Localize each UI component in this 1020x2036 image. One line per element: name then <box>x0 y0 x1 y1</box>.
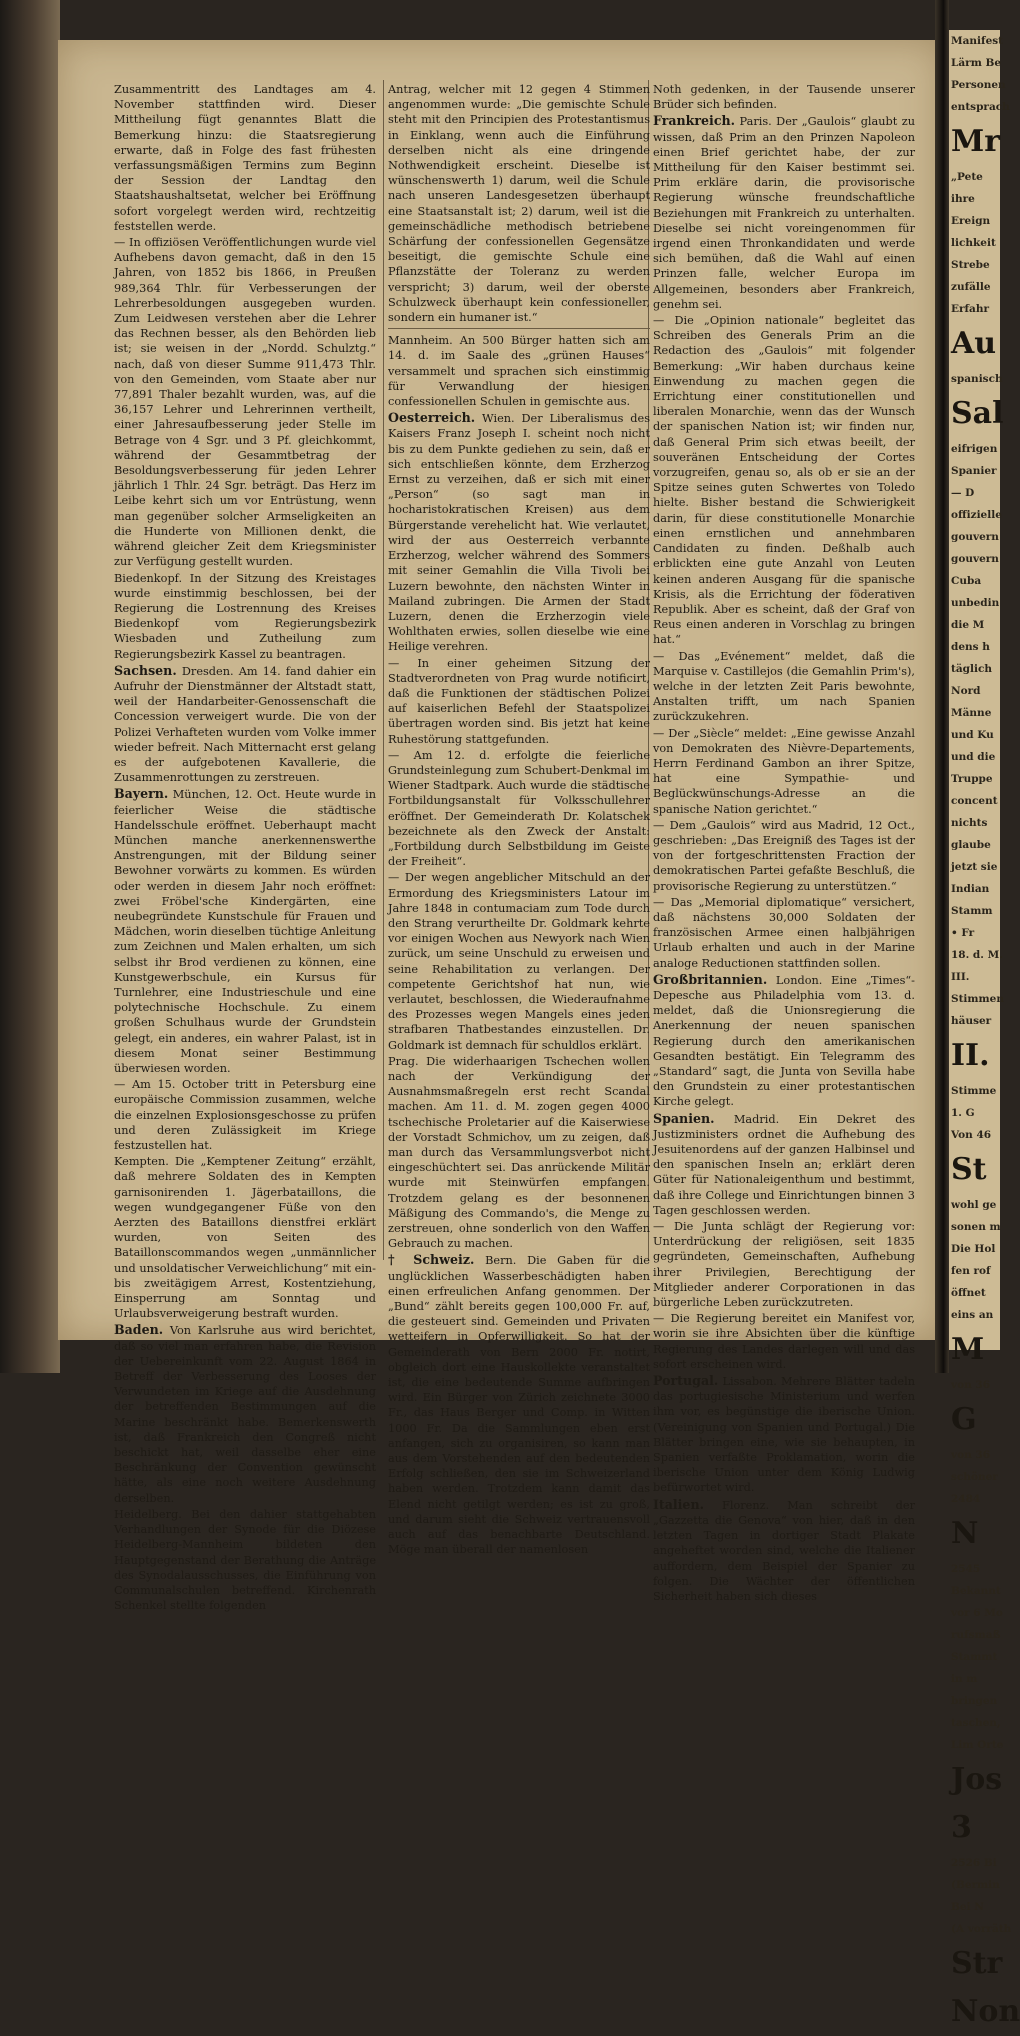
article-paragraph <box>653 313 915 647</box>
paragraph-text: — Die Regierung bereitet ein Manifest vor, worin sie ihre Absichten über die künftige Regierung des Landes darlegen will und das sofort erscheinen wird. <box>653 1312 915 1371</box>
paragraph-text: Antrag, welcher mit 12 gegen 4 Stimmen angenommen wurde: „Die gemischte Schule steht mit den Principien des Protestantismus in Einklang, wenn auch die Einführung derselben nicht als eine dringende Nothwendigkeit erscheint. Dieselbe ist wünschenswerth 1) darum, weil die Schule nach unseren Landesgesetzen überhaupt eine Staatsanstalt ist; 2) darum, weil ist die gemeinschädliche methodisch betriebene Schärfung der confessionellen Gegensätze beseitigt, die gemischte Schule eine Pflanzstätte der Toleranz zu werden verspricht; 3) darum, weil der oberste Schulzweck überhaupt kein confessioneller, sondern ein humaner ist.“ <box>388 83 650 325</box>
next-page-fragment: 1. G <box>951 1107 975 1119</box>
article-paragraph <box>653 113 915 312</box>
next-page-fragment: unbedin <box>951 597 1000 609</box>
section-heading: Italien. <box>653 1496 704 1512</box>
next-page-fragment: (Bermin <box>951 1879 1000 1891</box>
next-page-fragment: Cuba <box>951 575 982 587</box>
article-paragraph <box>114 571 376 662</box>
paragraph-text: — In einer geheimen Sitzung der Stadtverordneten von Prag wurde notificirt, daß die Funktionen der städtischen Polizei auf kaiserlichen Befehl der Staatspolizei übertragen worden sind. Bis jetzt hat keine Ruhestörung stattgefunden. <box>388 656 650 746</box>
text-column-1 <box>114 82 376 1614</box>
section-rule <box>388 328 650 329</box>
next-page-fragment: Erfahr <box>951 303 990 315</box>
next-page-fragment: II. <box>951 1038 990 1073</box>
article-paragraph <box>653 1219 915 1310</box>
next-page-fragment: nichts <box>951 817 988 829</box>
text-column-2 <box>388 82 650 1559</box>
section-heading: † Schweiz. <box>388 1252 475 1268</box>
next-page-fragment: G <box>951 1402 977 1437</box>
next-page-fragment: Indian <box>951 883 990 895</box>
next-page-fragment: — D <box>951 487 975 499</box>
next-page-fragment: Str <box>951 1946 1003 1981</box>
article-paragraph <box>653 972 915 1110</box>
paragraph-text: Heidelberg. Bei den dahier stattgehabten Verhandlungen der Synode für die Diözese Heidelberg-Mannheim bildeten den Hauptgegenstand der Berathung die Anträge des Synodalausschusses, die Einführung von Communalschulen betreffend. Kirchenrath Schenkel stellte folgenden <box>114 1507 376 1613</box>
article-paragraph <box>653 895 915 971</box>
next-page-fragment: von 36 <box>951 1449 991 1461</box>
next-page-fragment: und die <box>951 751 996 763</box>
next-page-fragment: • Fr <box>951 927 975 939</box>
paragraph-text: — Der wegen angeblicher Mitschuld an der Ermordung des Kriegsministers Latour im Jahre 1848 in contumaciam zum Tode durch den Strang verurtheilte Dr. Goldmark kehrte vor einigen Wochen aus Newyork nach Wien zurück, um seine Unschuld zu erweisen und seine Rehabilitation zu verlangen. Der competente Gerichtshof hat nun, wie verlautet, beschlossen, die Wiederaufnahme des Prozesses wegen Mangels eines jeden strafbaren Thatbestandes einzustellen. Dr. Goldmark ist demnach für schuldlos erklärt. <box>388 871 650 1052</box>
paragraph-text: Kempten. Die „Kemptener Zeitung“ erzählt, daß mehrere Soldaten des in Kempten garnisonirenden 1. Jägerbataillons, die wegen wundgegangener Füße von den Aerzten des Bataillons dienstfrei erklärt wurden, von Seiten des Bataillonscommandos wegen „unmännlicher und unsoldatischer Verweichlichung“ mit ein- bis zweitägigem Arrest, Kostentziehung, Einsperrung am Sonntag und Urlaubsverweigerung bestraft wurden. <box>114 1155 376 1321</box>
next-page-fragment: (A vorräth <box>951 1923 1012 1935</box>
paragraph-text: Zusammentritt des Landtages am 4. November stattfinden wird. Dieser Mittheilung fügt genanntes Blatt die Bemerkung hinzu: die Staatsregierung erwarte, daß in Folge des fast frühesten verfassungsmäßigen Termins zum Beginn der Session der Landtag den Staatshaushaltsetat, welcher bei Eröffnung sofort vorgelegt werden wird, rechtzeitig feststellen werde. <box>114 83 376 233</box>
article-paragraph <box>653 82 915 112</box>
section-heading: Frankreich. <box>653 113 736 129</box>
paragraph-text: Bern. Die Gaben für die unglücklichen Wasserbeschädigten haben einen erfreulichen Anfang genommen. Der „Bund“ zählt bereits gegen 100,000 Fr. auf, die gesteuert sind. Gemeinden und Privaten wetteifern in Opferwilligkeit. So hat der Gemeinderath von Bern 2000 Fr. notirt, obgleich dort eine Hauskollekte veranstaltet ist, die eine bedeutende Summe aufbringen wird. Ein Bürger von Zürich zeichnete 3000 Fr., das Haus Berger und Comp. in Witten 1000 Fr. Da die Sammlungen eben erst anfangen, sich zu organisiren, so kann man aus dem Vorstehenden auf den bedeutenden Erfolg schließen, den sie im Schweizerland haben werden. Trotzdem kann damit das Elend nicht getilgt werden; es ist zu groß, und darum sieht die Schweiz vertrauensvoll auch auf das benachbarte Deutschland. Möge man überall der namenlosen <box>388 1254 650 1557</box>
next-page-fragment: gouvern <box>951 531 999 543</box>
paragraph-text: Von Karlsruhe aus wird berichtet, daß so viel man erfahren habe, die Revision der Uebereinkunft vom 22. August 1864 in Betreff der Verbesserung des Looses der Verwundeten im Kriege auf die Ausdehnung der betreffenden Bestimmungen auf die Marine beschränkt habe. Bemerkenswerth ist, daß Frankreich den Congreß nicht beschickt hat, weil dasselbe eher eine Beschränkung der Convention gewünscht hätte, als eine noch weitere Ausdehnung derselben. <box>114 1324 377 1505</box>
article-paragraph <box>114 1077 376 1153</box>
article-paragraph <box>388 1252 650 1557</box>
paragraph-text: — Am 12. d. erfolgte die feierliche Grundsteinlegung zum Schubert-Denkmal im Wiener Stadtpark. Auch wurde die städtische Fortbildungsanstalt für Volksschullehrer eröffnet. Der Gemeinderath Dr. Kolatschek bezeichnete als den Zweck der Anstalt: „Fortbildung durch Selbstbildung im Geiste der Freiheit“. <box>388 748 650 869</box>
next-page-fragment: schöner <box>951 1471 998 1483</box>
article-paragraph <box>653 649 915 725</box>
section-heading: Portugal. <box>653 1373 719 1389</box>
next-page-fragment: 2545 <box>951 1563 981 1575</box>
paragraph-text: München, 12. Oct. Heute wurde in feierlicher Weise die städtische Handelsschule eröffnet. Ueberhaupt macht München manche anerkennenswerthe Anstrengungen, mit der Bildung seiner Bewohner vorwärts zu kommen. Es würden oder werden in diesem Jahr noch eröffnet: zwei Fröbel'sche Kindergärten, eine neubegründete Kunstschule für Frauen und Mädchen, worin dieselben tüchtige Anleitung zum Zeichnen und Malen erhalten, um sich selbst ihr Brod verdienen zu können, eine Kunstgewerbschule, ein Kursus für Turnlehrer, eine Industrieschule und eine polytechnische Hochschule. Zu einem großen Schulhaus wurde der Grundstein gelegt, ein anderes, ein wahrer Palast, ist in diesem Monat seiner Bestimmung überwiesen worden. <box>114 788 376 1075</box>
next-page-fragment: fen rof <box>951 1265 991 1277</box>
paragraph-text: — Die Junta schlägt der Regierung vor: Unterdrückung der religiösen, seit 1835 gegründeten, Gemeinschaften, Aufhebung ihrer Privilegien, Berechtigung der Mitglieder anderer Corporationen in das bürgerliche Leben zurückzutreten. <box>653 1220 915 1310</box>
next-page-fragment: Truppe <box>951 773 993 785</box>
next-page-fragment: offizielle <box>951 509 1002 521</box>
article-paragraph <box>653 1311 915 1372</box>
next-page-fragment: Strebe <box>951 259 990 271</box>
next-page-fragment: N <box>951 1516 979 1551</box>
next-page-fragment: wohl ge <box>951 1199 997 1211</box>
next-page-fragment: vor 6 Mo <box>951 1607 1003 1619</box>
next-page-fragment: Stammt <box>951 1651 998 1663</box>
paragraph-text: — Das „Evénement“ meldet, daß die Marquise v. Castillejos (die Gemahlin Prim's), welche in der letzten Zeit Paris bewohnte, Anstalten trifft, um nach Spanien zurückzukehren. <box>653 649 915 724</box>
article-paragraph <box>388 748 650 870</box>
next-page-fragment: gouvern <box>951 553 999 565</box>
paragraph-text: — Der „Siècle“ meldet: „Eine gewisse Anzahl von Demokraten des Nièvre-Departements, Herrn Ferdinand Gambon an ihrer Spitze, hat eine Sympathie- und Beglückwünschungs-Adresse an die spanische Nation gerichtet.“ <box>653 726 915 816</box>
next-page-fragment: öffnet <box>951 1287 986 1299</box>
next-page-fragment: jetzt sie <box>951 861 998 873</box>
paragraph-text: Lissabon. Mehrere Blätter tadeln das portugiesische Ministerium und werfen ihm vor, es begünstige die iberische Union. (Vereinigung von Spanien und Portugal.) Die Blätter bringen eine, wie sie behaupten, in Spanien verfaßte Proklamation, worin die iberische Union unter dem König Ludwig befürwortet wird. <box>653 1375 916 1495</box>
paragraph-text: — Dem „Gaulois“ wird aus Madrid, 12 Oct., geschrieben: „Das Ereigniß des Tages ist der von der fortgeschrittensten Fraction der demokratischen Partei gefaßte Beschluß, die provisorische Regierung zu unterstützen.“ <box>653 818 915 893</box>
next-page-fragment: Jos <box>951 1762 1003 1797</box>
article-paragraph <box>114 1154 376 1321</box>
section-heading: Oesterreich. <box>388 410 476 426</box>
next-page-fragment: 2526 Bi <box>951 1857 997 1869</box>
paragraph-text: — Die „Opinion nationale“ begleitet das Schreiben des Generals Prim an die Redaction des „Gaulois“ mit folgender Bemerkung: „Wir haben durchaus keine Einwendung zu machen gegen die Errichtung einer constitutionellen und liberalen Monarchie, wenn das der Wunsch der spanischen Nation ist; wir finden nur, daß General Prim sich etwas beeilt, der souveränen Entscheidung der Cortes vorzugreifen, genau so, als ob er sie an der Spitze seines guten Schwertes von Toledo hielte. Bisher bestand die Schwierigkeit darin, für diese constitutionelle Monarchie einen ernstlichen und annehmbaren Candidaten zu finden. Deßhalb auch erblickten eine gute Anzahl von Leuten keinen anderen Ausgang für die spanische Krisis, als die Errichtung der föderativen Republik. Aber es scheint, daß der Graf von Reus einen anderen in Vorschlag zu bringen hat.“ <box>653 314 915 647</box>
article-paragraph <box>653 1373 915 1496</box>
next-page-fragment: entsprach <box>951 101 1010 113</box>
next-page-fragment: Sal <box>951 396 1004 431</box>
article-paragraph <box>114 1322 376 1505</box>
next-page-fragment: rufsmaß <box>951 1629 1001 1641</box>
next-page-fragment: Ereign <box>951 215 991 227</box>
article-paragraph <box>388 333 650 409</box>
article-paragraph <box>653 1497 915 1604</box>
next-page-fragment: III. <box>951 971 970 983</box>
next-page-fragment: und Ku <box>951 729 994 741</box>
paragraph-text: London. Eine „Times“-Depesche aus Philadelphia vom 13. d. meldet, daß die Unionsregierung die Anerkennung der neuen spanischen Regierung durch den amerikanischen Gesandten bestätigt. Ein Telegramm des „Standard“ sagt, die Junta von Sevilla habe den Grundstein zu einer protestantischen Kirche gelegt. <box>653 973 915 1109</box>
article-paragraph <box>388 656 650 747</box>
next-page-fragment: taschen, <box>951 1717 1001 1729</box>
next-page-fragment: 2484 <box>951 1493 981 1505</box>
paragraph-text: Dresden. Am 14. fand dahier ein Aufruhr der Dienstmänner der Altstadt statt, weil der Handarbeiter-Genossenschaft die Concession verweigert wurde. Die von der Polizei Verhafteten wurden vom Volke immer wieder befreit. Nach Mitternacht erst gelang es der aufgebotenen Kavallerie, die Zusammenrottungen zu zerstreuen. <box>114 664 376 785</box>
next-page-fragment: von 36 <box>951 1379 991 1391</box>
paragraph-text: Biedenkopf. In der Sitzung des Kreistages wurde einstimmig beschlossen, bei der Regierung die Lostrennung des Kreises Biedenkopf vom Regierungsbezirk Wiesbaden und Zutheilung zum Regierungsbezirk Kassel zu beantragen. <box>114 571 376 661</box>
section-heading: Sachsen. <box>114 662 177 678</box>
next-page-fragment: Personen <box>951 79 1006 91</box>
next-page-fragment: Non <box>951 1994 1020 2029</box>
article-paragraph <box>114 82 376 234</box>
next-page-fragment: sonen m <box>951 1221 1001 1233</box>
next-page-fragment: „Pete <box>951 171 983 183</box>
article-paragraph <box>114 1507 376 1613</box>
next-page-edge <box>949 30 1020 2029</box>
next-page-fragment: Bekannt <box>951 1585 1001 1597</box>
next-page-fragment: ihre <box>951 193 975 205</box>
next-page-fragment: Stimmen <box>951 993 1004 1005</box>
next-page-fragment: Die Hol <box>951 1243 996 1255</box>
scan-left-edge <box>0 0 60 1373</box>
next-page-fragment: Au <box>951 326 997 361</box>
next-page-fragment: bringen <box>951 1695 998 1707</box>
section-heading: Großbritannien. <box>653 971 768 987</box>
paragraph-text: Madrid. Ein Dekret des Justizministers ordnet die Aufhebung des Jesuitenordens auf der ganzen Halbinsel und den spanischen Inseln an; erklärt deren Güter für Nationaleigenthum und bestimmt, daß ihre College und Einrichtungen binnen 3 Tagen geschlossen werden. <box>653 1112 915 1217</box>
article-paragraph <box>653 1111 915 1218</box>
paragraph-text: Florenz. Man schreibt der „Gazzetta die Genova“ von hier, daß in den letzten Tagen in dortiger Stadt Plakate angeheftet worden sind, welche die Italiener auffordern, dem Beispiel der Spanier zu folgen. Die Wächter der öffentlichen Sicherheit haben sich dieses <box>653 1498 916 1603</box>
section-heading: Bayern. <box>114 786 169 802</box>
article-paragraph <box>114 235 376 569</box>
article-paragraph <box>388 410 650 654</box>
paragraph-text: Noth gedenken, in der Tausende unserer Brüder sich befinden. <box>653 83 915 112</box>
book-gutter <box>935 0 949 1373</box>
next-page-fragment: Stamm <box>951 905 993 917</box>
article-paragraph <box>388 870 650 1052</box>
next-page-fragment: glaube <box>951 839 991 851</box>
next-page-fragment: 18. d. M. <box>951 949 1003 961</box>
article-paragraph <box>388 82 650 325</box>
paragraph-text: — In offiziösen Veröffentlichungen wurde viel Aufhebens davon gemacht, daß in den 15 Jahren, von 1852 bis 1866, in Preußen 989,364 Thlr. für Verbesserungen der Lehrerbesoldungen ausgegeben wurden. Zum Leidwesen verstehen aber die Lehrer das Rechnen besser, als den Behörden lieb ist; sie weisen in der „Nordd. Schulztg.“ nach, daß von dieser Summe 911,473 Thlr. von den Gemeinden, vom Staate aber nur 77,891 Thaler bezahlt wurden, was, auf die 36,157 Lehrer und Lehrerinnen vertheilt, einer Jahresaufbesserung jeder Stelle im Betrage von 4 Sgr. und 3 Pf. gleichkommt, während der Gesammtbetrag der Besoldungsverbesserung für jeden Lehrer jährlich 1 Thlr. 24 Sgr. beträgt. Das Herz im Leibe kehrt sich um vor Entrüstung, wenn man gegenüber solcher Armseligkeiten an die Hunderte von Millionen denkt, die während gleicher Zeit dem Kriegsminister zur Verfügung gestellt wurden. <box>114 236 376 569</box>
next-page-fragment: Stimme <box>951 1085 997 1097</box>
next-page-fragment: spanisch <box>951 373 1003 385</box>
article-paragraph <box>653 818 915 894</box>
next-page-fragment: Manifest <box>951 35 1004 47</box>
next-page-fragment: Spanier <box>951 465 997 477</box>
next-page-fragment: M <box>951 1332 985 1367</box>
next-page-fragment: die M <box>951 619 985 631</box>
paragraph-text: Paris. Der „Gaulois“ glaubt zu wissen, daß Prim an den Prinzen Napoleon einen Brief gerichtet habe, der zur Mittheilung für den Kaiser bestimmt sei. Prim erkläre darin, die provisorische Regierung wünsche freundschaftliche Beziehungen mit Frankreich zu unterhalten. Dieselbe sei nicht voreingenommen für irgend einen Thronkandidaten und werde sich bemühen, daß die Wahl auf einen Prinzen falle, welcher Europa im Allgemeinen, besonders aber Frankreich, genehm sei. <box>653 115 915 311</box>
column-rule <box>383 80 384 1260</box>
next-page-fragment: Lim Orte <box>951 1739 1004 1751</box>
next-page-fragment: täglich <box>951 663 993 675</box>
paragraph-text: — Das „Memorial diplomatique“ versichert, daß nächstens 30,000 Soldaten der französischen Armee einen halbjährigen Urlaub erhalten und auch in der Marine analoge Reductionen stattfinden sollen. <box>653 895 915 970</box>
next-page-fragment: dens h <box>951 641 990 653</box>
next-page-fragment: eifrigen <box>951 443 998 455</box>
paragraph-text: Mannheim. An 500 Bürger hatten sich am 14. d. im Saale des „grünen Hauses“ versammelt und sprachen sich einstimmig für Verwandlung der hiesigen confessionellen Schulen in gemischte aus. <box>388 334 650 409</box>
next-page-fragment: 3 <box>951 1810 972 1845</box>
next-page-fragment: Lärm Be <box>951 57 1002 69</box>
next-page-fragment: St <box>951 1152 987 1187</box>
paragraph-text: Prag. Die widerhaarigen Tschechen wollen nach der Verkündigung der Ausnahmsmaßregeln erst recht Scandal machen. Am 11. d. M. zogen gegen 4000 tschechische Proletarier auf die Kaiserwiese der Vorstadt Schmichov, um zu zeigen, daß man durch das Versammlungsverbot nicht eingeschüchtert sei. Das anrückende Militär wurde mit Steinwürfen empfangen. Trotzdem gelang es der besonnenen Mäßigung des Commando's, die Menge zu zerstreuen, ohne sonderlich von den Waffen Gebrauch zu machen. <box>388 1054 650 1251</box>
text-column-3 <box>653 82 915 1605</box>
article-paragraph <box>388 1054 650 1252</box>
section-heading: Baden. <box>114 1322 164 1338</box>
next-page-fragment: Mr <box>951 124 1001 159</box>
paragraph-text: Wien. Der Liberalismus des Kaisers Franz Joseph I. scheint noch nicht bis zu dem Punkte gediehen zu sein, daß er sich entschließen könnte, dem Erzherzog Ernst zu verzeihen, daß er sich mit einer „Person“ (so sagt man in hocharistokratischen Kreisen) aus dem Bürgerstande verehelicht hat. Wie verlautet, wird der aus Oesterreich verbannte Erzherzog, welcher während des Sommers mit seiner Gemahlin die Villa Tivoli bei Luzern bewohnte, den nächsten Winter in Mailand zubringen. Die Armen der Stadt Luzern, denen die Erzherzogin viele Wohlthaten erwies, sollen dieselbe wie eine Heilige verehren. <box>388 412 651 654</box>
next-page-fragment: häuser <box>951 1015 992 1027</box>
next-page-fragment: zufälle <box>951 281 991 293</box>
article-paragraph <box>114 786 376 1076</box>
next-page-fragment: Bei N <box>951 1901 984 1913</box>
next-page-fragment: in m <box>951 1673 978 1685</box>
next-page-fragment: Von 46 <box>951 1129 992 1141</box>
next-page-fragment: concent <box>951 795 998 807</box>
paragraph-text: — Am 15. October tritt in Petersburg eine europäische Commission zusammen, welche die einzelnen Explosionsgeschosse zu prüfen und deren Zulässigkeit im Kriege festzustellen hat. <box>114 1078 376 1153</box>
next-page-fragment: lichkeit <box>951 237 996 249</box>
next-page-fragment: Nord <box>951 685 981 697</box>
next-page-fragment: eins an <box>951 1309 994 1321</box>
article-paragraph <box>653 726 915 817</box>
section-heading: Spanien. <box>653 1110 715 1126</box>
next-page-fragment: Männe <box>951 707 992 719</box>
article-paragraph <box>114 663 376 786</box>
